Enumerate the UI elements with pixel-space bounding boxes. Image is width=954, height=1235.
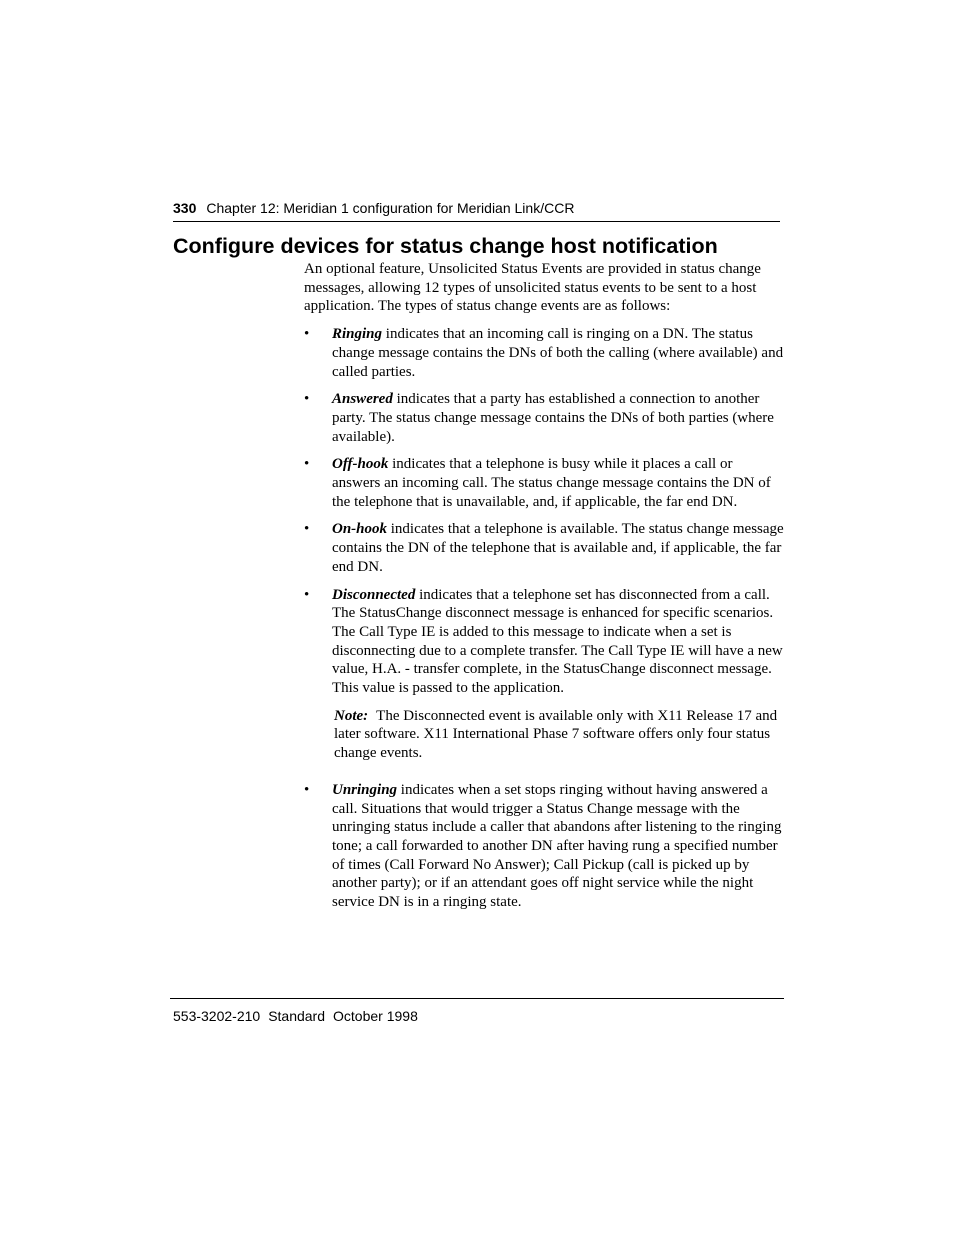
event-description: indicates that a telephone is available. The status change message contains the DN of the telephone that is available and, if applicable, the far end DN.	[332, 521, 784, 575]
bullet: •	[304, 586, 310, 603]
note-text: The Disconnected event is available only with X11 Release 17 and later software. X11 International Phase 7 software offers only four status change events.	[334, 707, 778, 762]
event-term: Off-hook	[332, 456, 389, 473]
event-description: indicates that a telephone is busy while it places a call or answers an incoming call. The status change message contains the DN of the telephone that is unavailable, and, if applicable, the far end DN.	[332, 456, 771, 510]
event-description: indicates that a telephone set has disconnected from a call. The StatusChange disconnect message is enhanced for specific scenarios. The Call Type IE is added to this message to indicate when a set is disconnecting due to a complete transfer. The Call Type IE will have a new value, H.A. - transfer complete, in the StatusChange disconnect message. This value is passed to the application.	[332, 586, 783, 697]
running-footer	[173, 1008, 426, 1025]
note-block	[334, 707, 784, 763]
status-event-list	[304, 325, 784, 912]
event-description: indicates that an incoming call is ringing on a DN. The status change message contains the DNs of both the calling (where available) and called parties.	[332, 326, 784, 380]
event-description: indicates that a party has established a connection to another party. The status change message contains the DNs of both parties (where available).	[332, 391, 774, 445]
bullet: •	[304, 326, 310, 343]
list-item	[304, 390, 784, 446]
bullet: •	[304, 456, 310, 473]
section-title: Configure devices for status change host notification	[173, 234, 718, 258]
intro-paragraph: An optional feature, Unsolicited Status Events are provided in status change messages, allowing 12 types of unsolicited status events to be sent to a host application. The types of status change events are as follows:	[304, 261, 761, 315]
event-description: indicates when a set stops ringing without having answered a call. Situations that would trigger a Status Change message with the unringing status include a caller that abandons after listening to the ringing tone; a call forwarded to another DN after having rung a specified number of times (Call Forward No Answer); Call Pickup (call is picked up by another party); or if an attendant goes off night service while the night service DN is in a ringing state.	[332, 781, 782, 911]
footer-rule	[170, 998, 784, 999]
list-item	[304, 520, 784, 576]
event-term: On-hook	[332, 521, 388, 538]
list-item	[304, 586, 784, 763]
doc-date: October 1998	[333, 1008, 418, 1024]
list-item	[304, 325, 784, 381]
header-rule	[173, 221, 780, 222]
doc-status: Standard	[268, 1008, 326, 1024]
section-body	[304, 260, 784, 921]
bullet: •	[304, 521, 310, 538]
list-item	[304, 781, 784, 912]
chapter-title: Chapter 12: Meridian 1 configuration for Meridian Link/CCR	[206, 200, 575, 216]
page-number: 330	[173, 200, 197, 216]
event-term: Unringing	[332, 781, 398, 798]
note-label: Note:	[334, 707, 369, 724]
running-header	[173, 200, 780, 217]
bullet: •	[304, 781, 310, 798]
event-term: Answered	[332, 391, 393, 408]
event-term: Disconnected	[332, 586, 416, 603]
event-term: Ringing	[332, 326, 383, 343]
list-item	[304, 455, 784, 511]
doc-number: 553-3202-210	[173, 1008, 261, 1024]
bullet: •	[304, 391, 310, 408]
